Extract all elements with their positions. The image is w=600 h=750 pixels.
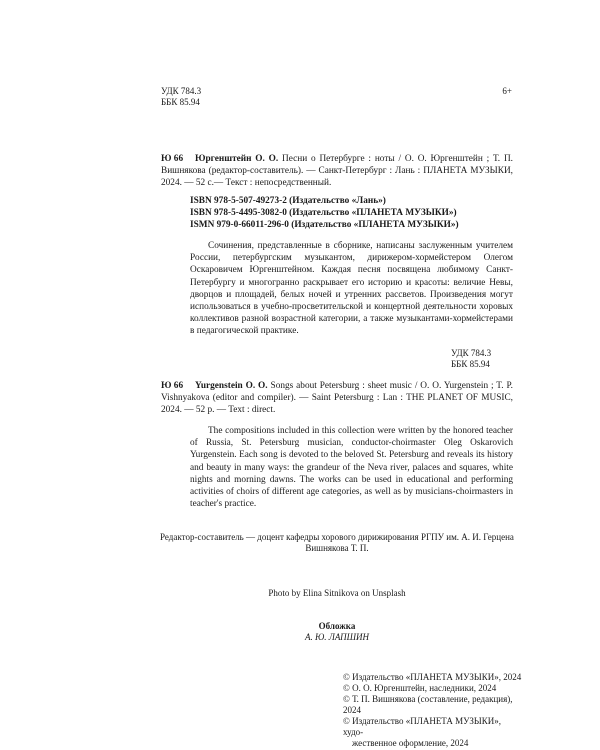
photo-credit: Photo by Elina Sitnikova on Unsplash bbox=[268, 588, 406, 598]
ru-entry-code: Ю 66 bbox=[161, 154, 184, 164]
udk-code-top: УДК 784.3 bbox=[161, 86, 202, 96]
isbn-line: ISBN 978-5-507-49273-2 (Издательство «Лань») bbox=[190, 196, 386, 206]
ru-bibliographic-entry bbox=[161, 153, 513, 190]
cover-label: Обложка bbox=[318, 621, 356, 631]
editor-credit bbox=[150, 532, 524, 554]
cover-credit bbox=[150, 621, 524, 643]
ismn-line: ISMN 979-0-66011-296-0 (Издательство «ПЛАНЕТА МУЗЫКИ») bbox=[190, 220, 459, 231]
copyright-line: © Издательство «ПЛАНЕТА МУЗЫКИ», 2024 bbox=[343, 672, 522, 682]
en-entry-code: Ю 66 bbox=[161, 381, 184, 391]
copyright-line: © Т. П. Вишнякова (составление, редакция), 2024 bbox=[343, 694, 513, 715]
copyright-block bbox=[343, 672, 523, 749]
isbn-block bbox=[190, 195, 510, 232]
ru-entry-description: Песни о Петербурге : ноты / О. О. Юргенштейн ; Т. П. Вишнякова (редактор-составитель). — Санкт-Петербург : Лань : ПЛАНЕТА МУЗЫКИ, 2024. — 52 с.— Текст : непосредственный. bbox=[161, 154, 513, 189]
en-annotation: The compositions included in this collection were written by the honored teacher of Russia, St. Petersburg musician, conductor-choirmaster Oleg Oskarovich Yurgenstein. Each song is devoted to the beloved St. Petersburg and reveals its history and beauty in many ways: the grandeur of the Neva river, palaces and squares, white nights and morning dawns. The works can be used in educational and performing activities of choirs of different age categories, as well as by musicians-choirmasters in teacher's practice. bbox=[190, 426, 513, 510]
en-entry-description: Songs about Petersburg : sheet music / O. O. Yurgenstein ; T. P. Vishnyakova (editor and compiler). — Saint Petersburg : Lan : THE PLANET OF MUSIC, 2024. — 52 p. — Text : direct. bbox=[161, 381, 513, 416]
cover-designer: А. Ю. ЛАПШИН bbox=[304, 632, 370, 642]
ru-entry-author: Юргенштейн О. О. bbox=[195, 154, 279, 164]
copyright-line: © О. О. Юргенштейн, наследники, 2024 bbox=[343, 683, 497, 693]
en-bibliographic-entry bbox=[161, 380, 513, 417]
copyright-line: жественное оформление, 2024 bbox=[352, 738, 469, 748]
editor-name: Вишнякова Т. П. bbox=[305, 543, 369, 553]
editor-role: Редактор-составитель — доцент кафедры хорового дирижирования РГПУ им. А. И. Герцена bbox=[160, 532, 514, 542]
ru-annotation: Сочинения, представленные в сборнике, написаны заслуженным учителем России, петербургским музыкантом, дирижером-хормейстером Олегом Оскаровичем Юргенштейном. Каждая песня посвящена любимому Санкт-Петербургу и многогранно раскрывает его историю и красоты: величие Невы, дворцов и площадей, белых ночей и утренних рассветов. Произведения могут использоваться в учебно-просветительской и концертной деятельности хоровых коллективов разной возрастной категории, а также музыкантами-хормейстерами в педагогической практике. bbox=[190, 241, 513, 337]
isbn-line: ISBN 978-5-4495-3082-0 (Издательство «ПЛАНЕТА МУЗЫКИ») bbox=[190, 208, 457, 219]
bbk-code-top: ББК 85.94 bbox=[161, 97, 200, 107]
bbk-code-mid: ББК 85.94 bbox=[451, 359, 490, 369]
en-entry-author: Yurgenstein O. O. bbox=[195, 381, 268, 391]
udk-code-mid: УДК 784.3 bbox=[451, 348, 492, 358]
age-rating: 6+ bbox=[502, 86, 512, 96]
copyright-line: © Издательство «ПЛАНЕТА МУЗЫКИ», худо- bbox=[343, 716, 501, 737]
